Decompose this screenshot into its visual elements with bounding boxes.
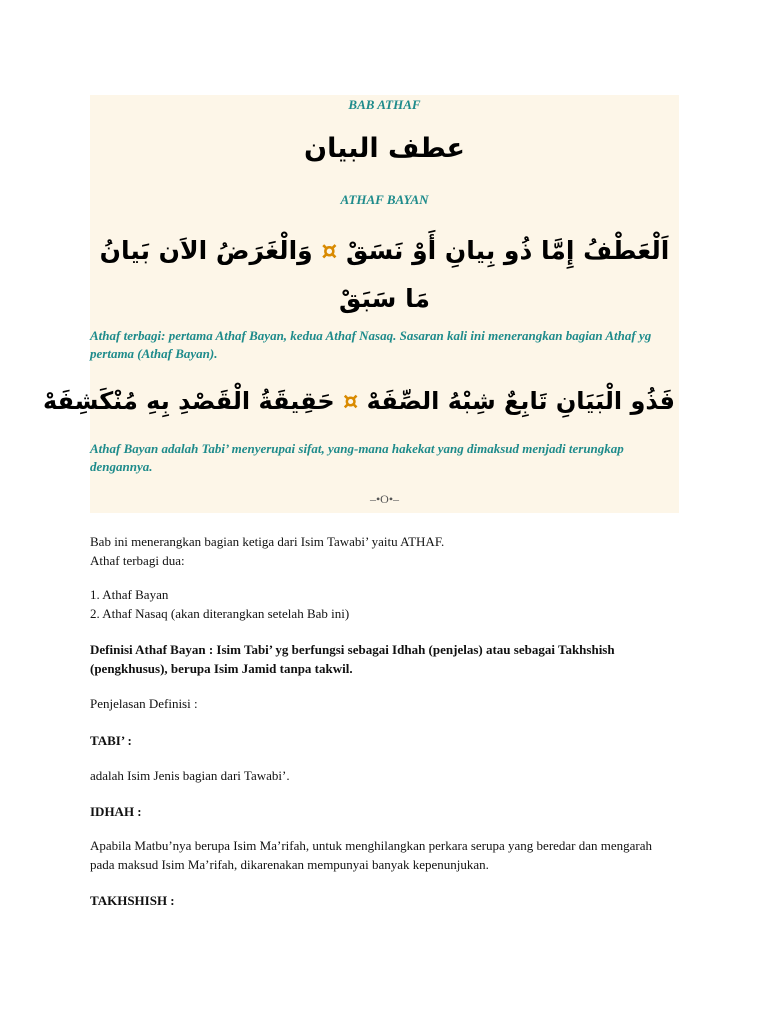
takhshish-heading: TAKHSHISH : [90, 893, 175, 908]
verse-1-translation: Athaf terbagi: pertama Athaf Bayan, kedua Athaf Nasaq. Sasaran kali ini menerangkan bagian Athaf yg pertama (Athaf Bayan). [90, 328, 652, 361]
intro-paragraph [90, 532, 670, 570]
idhah-heading: IDHAH : [90, 804, 142, 819]
arabic-verse-1 [98, 227, 671, 323]
definition-paragraph: Definisi Athaf Bayan : Isim Tabi’ yg berfungsi sebagai Idhah (penjelas) atau sebagai Takhshish (pengkhusus), berupa Isim Jamid tanpa takwil. [90, 642, 615, 676]
list-item: 1. Athaf Bayan [90, 587, 169, 602]
arabic-verse-2 [42, 377, 675, 425]
section-heading: ATHAF BAYAN [340, 192, 429, 207]
arabic-verse-2-part-a: فَذُو الْبَيَانِ تَابِعٌ شِبْهُ الصِّفَهْ [366, 387, 675, 415]
arabic-title: عطف البيان [304, 133, 465, 164]
athaf-list [90, 585, 670, 623]
tabi-heading: TABI’ : [90, 733, 132, 748]
penjelasan-label: Penjelasan Definisi : [90, 696, 198, 711]
idhah-text: Apabila Matbu’nya berupa Isim Ma’rifah, untuk menghilangkan perkara serupa yang beredar dan mengarah pada maksud Isim Ma’rifah, dikarenakan mempunyai banyak kepenunjukan. [90, 838, 653, 872]
arabic-verse-1-part-a: اَلْعَطْفُ إِمَّا ذُو بِيانِ أَوْ نَسَقْ [346, 236, 670, 265]
arabic-verse-1-part-b: وَالْغَرَضُ الاَن بَيانُ مَا سَبَقْ [99, 236, 430, 313]
intro-line-1: Bab ini menerangkan bagian ketiga dari Isim Tawabi’ yaitu ATHAF. [90, 534, 445, 549]
tabi-text: adalah Isim Jenis bagian dari Tawabi’. [90, 768, 290, 783]
ornament-divider: –•O•– [369, 492, 400, 506]
list-item: 2. Athaf Nasaq (akan diterangkan setelah Bab ini) [90, 606, 350, 621]
highlight-box [42, 95, 679, 513]
verse-separator: ¤ [321, 236, 338, 265]
arabic-verse-2-part-b: حَقِيقَةُ الْقَصْدِ بِهِ مُنْكَشِفَهْ [42, 387, 335, 415]
verse-separator-2: ¤ [343, 387, 359, 415]
chapter-heading: BAB ATHAF [348, 97, 421, 112]
intro-line-2: Athaf terbagi dua: [90, 553, 185, 568]
verse-2-translation: Athaf Bayan adalah Tabi’ menyerupai sifat, yang-mana hakekat yang dimaksud menjadi terungkap dengannya. [90, 441, 624, 474]
